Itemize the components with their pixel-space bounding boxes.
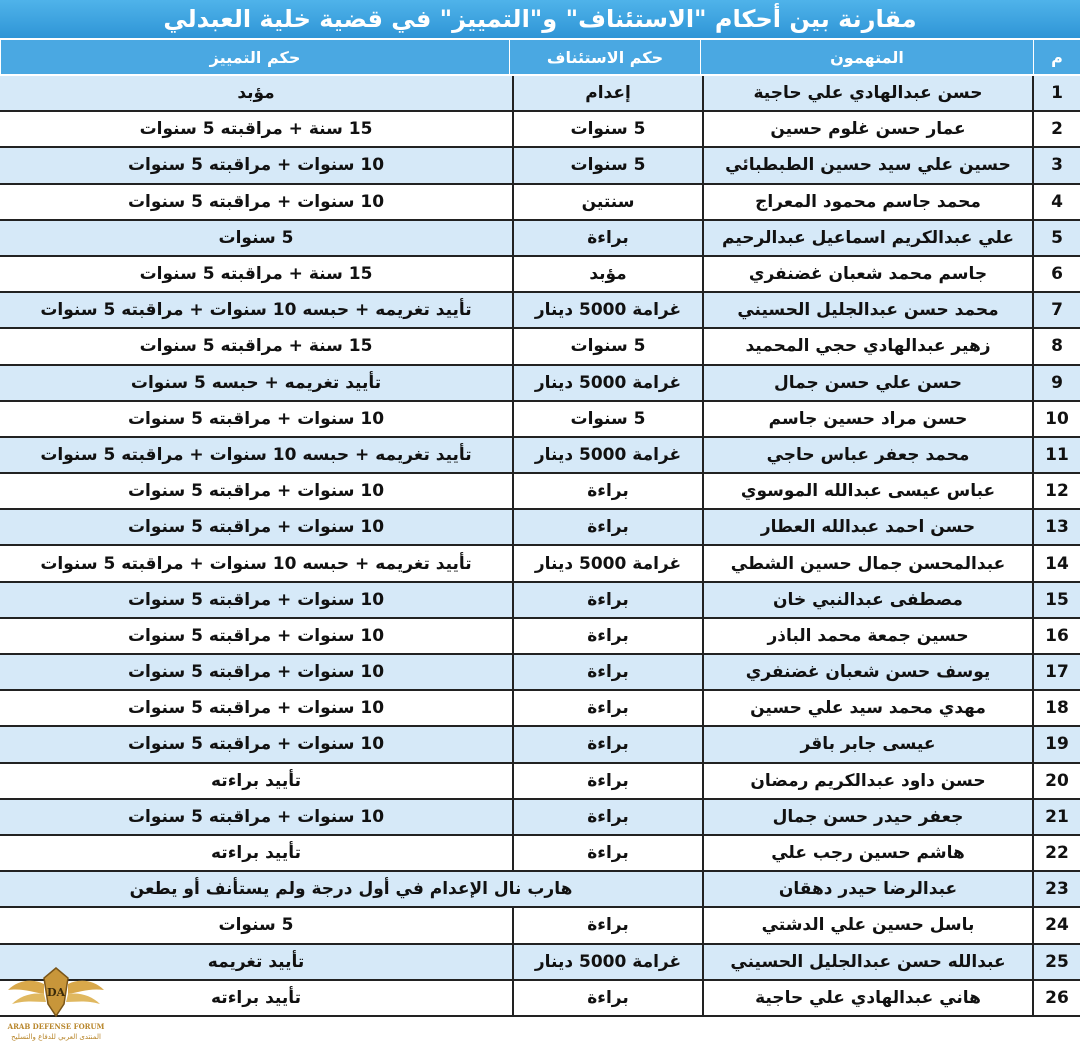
cassation-verdict: 10 سنوات + مراقبته 5 سنوات: [0, 655, 512, 689]
row-number: 23: [1034, 872, 1080, 906]
defendant-name: حسين جمعة محمد الباذر: [702, 619, 1034, 653]
row-number: 10: [1034, 402, 1080, 436]
cassation-verdict: تأييد تغريمه: [0, 945, 512, 979]
table-row: [0, 76, 1080, 112]
defendant-name: عبدالمحسن جمال حسين الشطي: [702, 546, 1034, 580]
logo-initials: DA: [46, 986, 66, 999]
row-number: 6: [1034, 257, 1080, 291]
defendant-name: محمد حسن عبدالجليل الحسيني: [702, 293, 1034, 327]
row-number: 22: [1034, 836, 1080, 870]
defendant-name: جعفر حيدر حسن جمال: [702, 800, 1034, 834]
table-row: [0, 836, 1080, 872]
appeal-verdict: براءة: [512, 691, 702, 725]
cassation-verdict: تأييد براءته: [0, 764, 512, 798]
table-row: [0, 908, 1080, 944]
row-number: 14: [1034, 546, 1080, 580]
appeal-verdict: براءة: [512, 764, 702, 798]
appeal-verdict: براءة: [512, 221, 702, 255]
cassation-verdict: تأييد براءته: [0, 981, 512, 1015]
defendant-name: عبدالرضا حيدر دهقان: [702, 872, 1034, 906]
header-number: م: [1033, 40, 1080, 74]
defendant-name: باسل حسين علي الدشتي: [702, 908, 1034, 942]
table-row: [0, 366, 1080, 402]
appeal-verdict: غرامة 5000 دينار: [512, 438, 702, 472]
table-row: [0, 945, 1080, 981]
defendant-name: مهدي محمد سيد علي حسين: [702, 691, 1034, 725]
defendant-name: حسن احمد عبدالله العطار: [702, 510, 1034, 544]
table-row: [0, 764, 1080, 800]
defendant-name: عمار حسن غلوم حسين: [702, 112, 1034, 146]
row-number: 12: [1034, 474, 1080, 508]
defendant-name: حسن عبدالهادي علي حاجية: [702, 76, 1034, 110]
appeal-verdict: مؤبد: [512, 257, 702, 291]
cassation-verdict: 10 سنوات + مراقبته 5 سنوات: [0, 148, 512, 182]
row-number: 2: [1034, 112, 1080, 146]
defendant-name: هاشم حسين رجب علي: [702, 836, 1034, 870]
defendant-name: عباس عيسى عبدالله الموسوي: [702, 474, 1034, 508]
cassation-verdict: مؤبد: [0, 76, 512, 110]
cassation-verdict: 15 سنة + مراقبته 5 سنوات: [0, 257, 512, 291]
appeal-verdict: براءة: [512, 800, 702, 834]
row-number: 3: [1034, 148, 1080, 182]
table-row: [0, 727, 1080, 763]
table-row: [0, 981, 1080, 1017]
header-appeal-verdict: حكم الاستئناف: [509, 40, 700, 74]
cassation-verdict: تأييد تغريمه + حبسه 5 سنوات: [0, 366, 512, 400]
appeal-verdict: 5 سنوات: [512, 402, 702, 436]
cassation-verdict: 10 سنوات + مراقبته 5 سنوات: [0, 474, 512, 508]
table-row: [0, 800, 1080, 836]
defendant-name: حسن علي حسن جمال: [702, 366, 1034, 400]
appeal-verdict: براءة: [512, 981, 702, 1015]
row-number: 7: [1034, 293, 1080, 327]
appeal-verdict: براءة: [512, 619, 702, 653]
table-row: [0, 402, 1080, 438]
table-title: مقارنة بين أحكام "الاستئناف" و"التمييز" في قضية خلية العبدلي: [0, 0, 1080, 38]
table-row: [0, 546, 1080, 582]
appeal-verdict: 5 سنوات: [512, 148, 702, 182]
cassation-verdict: 10 سنوات + مراقبته 5 سنوات: [0, 185, 512, 219]
defendant-name: حسن داود عبدالكريم رمضان: [702, 764, 1034, 798]
cassation-verdict: 10 سنوات + مراقبته 5 سنوات: [0, 510, 512, 544]
row-number: 5: [1034, 221, 1080, 255]
table-row: [0, 438, 1080, 474]
merged-verdict-note: هارب نال الإعدام في أول درجة ولم يستأنف أو يطعن: [0, 872, 702, 906]
appeal-verdict: براءة: [512, 583, 702, 617]
cassation-verdict: 15 سنة + مراقبته 5 سنوات: [0, 112, 512, 146]
row-number: 24: [1034, 908, 1080, 942]
table-row: [0, 185, 1080, 221]
appeal-verdict: إعدام: [512, 76, 702, 110]
defendant-name: علي عبدالكريم اسماعيل عبدالرحيم: [702, 221, 1034, 255]
cassation-verdict: 5 سنوات: [0, 221, 512, 255]
table-row: [0, 257, 1080, 293]
cassation-verdict: تأييد تغريمه + حبسه 10 سنوات + مراقبته 5 سنوات: [0, 546, 512, 580]
appeal-verdict: غرامة 5000 دينار: [512, 366, 702, 400]
row-number: 21: [1034, 800, 1080, 834]
defendant-name: زهير عبدالهادي حجي المحميد: [702, 329, 1034, 363]
cassation-verdict: 10 سنوات + مراقبته 5 سنوات: [0, 583, 512, 617]
table-row: [0, 329, 1080, 365]
appeal-verdict: غرامة 5000 دينار: [512, 293, 702, 327]
table-row: [0, 148, 1080, 184]
table-row: [0, 293, 1080, 329]
cassation-verdict: 10 سنوات + مراقبته 5 سنوات: [0, 691, 512, 725]
appeal-verdict: براءة: [512, 655, 702, 689]
cassation-verdict: تأييد تغريمه + حبسه 10 سنوات + مراقبته 5 سنوات: [0, 438, 512, 472]
table-body: [0, 76, 1080, 1017]
defendant-name: محمد جعفر عباس حاجي: [702, 438, 1034, 472]
cassation-verdict: 10 سنوات + مراقبته 5 سنوات: [0, 727, 512, 761]
cassation-verdict: 15 سنة + مراقبته 5 سنوات: [0, 329, 512, 363]
table-row: [0, 655, 1080, 691]
defendant-name: مصطفى عبدالنبي خان: [702, 583, 1034, 617]
header-cassation-verdict: حكم التمييز: [0, 40, 509, 74]
cassation-verdict: 10 سنوات + مراقبته 5 سنوات: [0, 402, 512, 436]
appeal-verdict: 5 سنوات: [512, 329, 702, 363]
appeal-verdict: سنتين: [512, 185, 702, 219]
appeal-verdict: غرامة 5000 دينار: [512, 945, 702, 979]
row-number: 25: [1034, 945, 1080, 979]
defendant-name: حسين علي سيد حسين الطبطبائي: [702, 148, 1034, 182]
defendant-name: محمد جاسم محمود المعراج: [702, 185, 1034, 219]
table-row: [0, 221, 1080, 257]
arab-defense-forum-logo: [4, 960, 108, 1044]
table-row: [0, 583, 1080, 619]
row-number: 11: [1034, 438, 1080, 472]
appeal-verdict: 5 سنوات: [512, 112, 702, 146]
defendant-name: هاني عبدالهادي علي حاجية: [702, 981, 1034, 1015]
appeal-verdict: براءة: [512, 727, 702, 761]
row-number: 16: [1034, 619, 1080, 653]
table-row: [0, 691, 1080, 727]
header-defendants: المتهمون: [700, 40, 1033, 74]
row-number: 9: [1034, 366, 1080, 400]
row-number: 17: [1034, 655, 1080, 689]
cassation-verdict: 5 سنوات: [0, 908, 512, 942]
row-number: 13: [1034, 510, 1080, 544]
defendant-name: عبدالله حسن عبدالجليل الحسيني: [702, 945, 1034, 979]
row-number: 19: [1034, 727, 1080, 761]
row-number: 1: [1034, 76, 1080, 110]
logo-name: ARAB DEFENSE FORUM: [7, 1022, 105, 1031]
cassation-verdict: 10 سنوات + مراقبته 5 سنوات: [0, 619, 512, 653]
table-row: [0, 872, 1080, 908]
row-number: 8: [1034, 329, 1080, 363]
appeal-verdict: براءة: [512, 836, 702, 870]
defendant-name: جاسم محمد شعبان غضنفري: [702, 257, 1034, 291]
logo-subtitle: المنتدى العربي للدفاع والتسليح: [11, 1033, 101, 1041]
row-number: 15: [1034, 583, 1080, 617]
row-number: 26: [1034, 981, 1080, 1015]
defendant-name: حسن مراد حسين جاسم: [702, 402, 1034, 436]
table-row: [0, 112, 1080, 148]
appeal-verdict: غرامة 5000 دينار: [512, 546, 702, 580]
defendant-name: يوسف حسن شعبان غضنفري: [702, 655, 1034, 689]
table-row: [0, 619, 1080, 655]
cassation-verdict: 10 سنوات + مراقبته 5 سنوات: [0, 800, 512, 834]
row-number: 4: [1034, 185, 1080, 219]
cassation-verdict: تأييد براءته: [0, 836, 512, 870]
row-number: 20: [1034, 764, 1080, 798]
table-row: [0, 510, 1080, 546]
row-number: 18: [1034, 691, 1080, 725]
defendant-name: عيسى جابر باقر: [702, 727, 1034, 761]
appeal-verdict: براءة: [512, 510, 702, 544]
table-header: [0, 40, 1080, 74]
appeal-verdict: براءة: [512, 908, 702, 942]
table-row: [0, 474, 1080, 510]
appeal-verdict: براءة: [512, 474, 702, 508]
cassation-verdict: تأييد تغريمه + حبسه 10 سنوات + مراقبته 5 سنوات: [0, 293, 512, 327]
